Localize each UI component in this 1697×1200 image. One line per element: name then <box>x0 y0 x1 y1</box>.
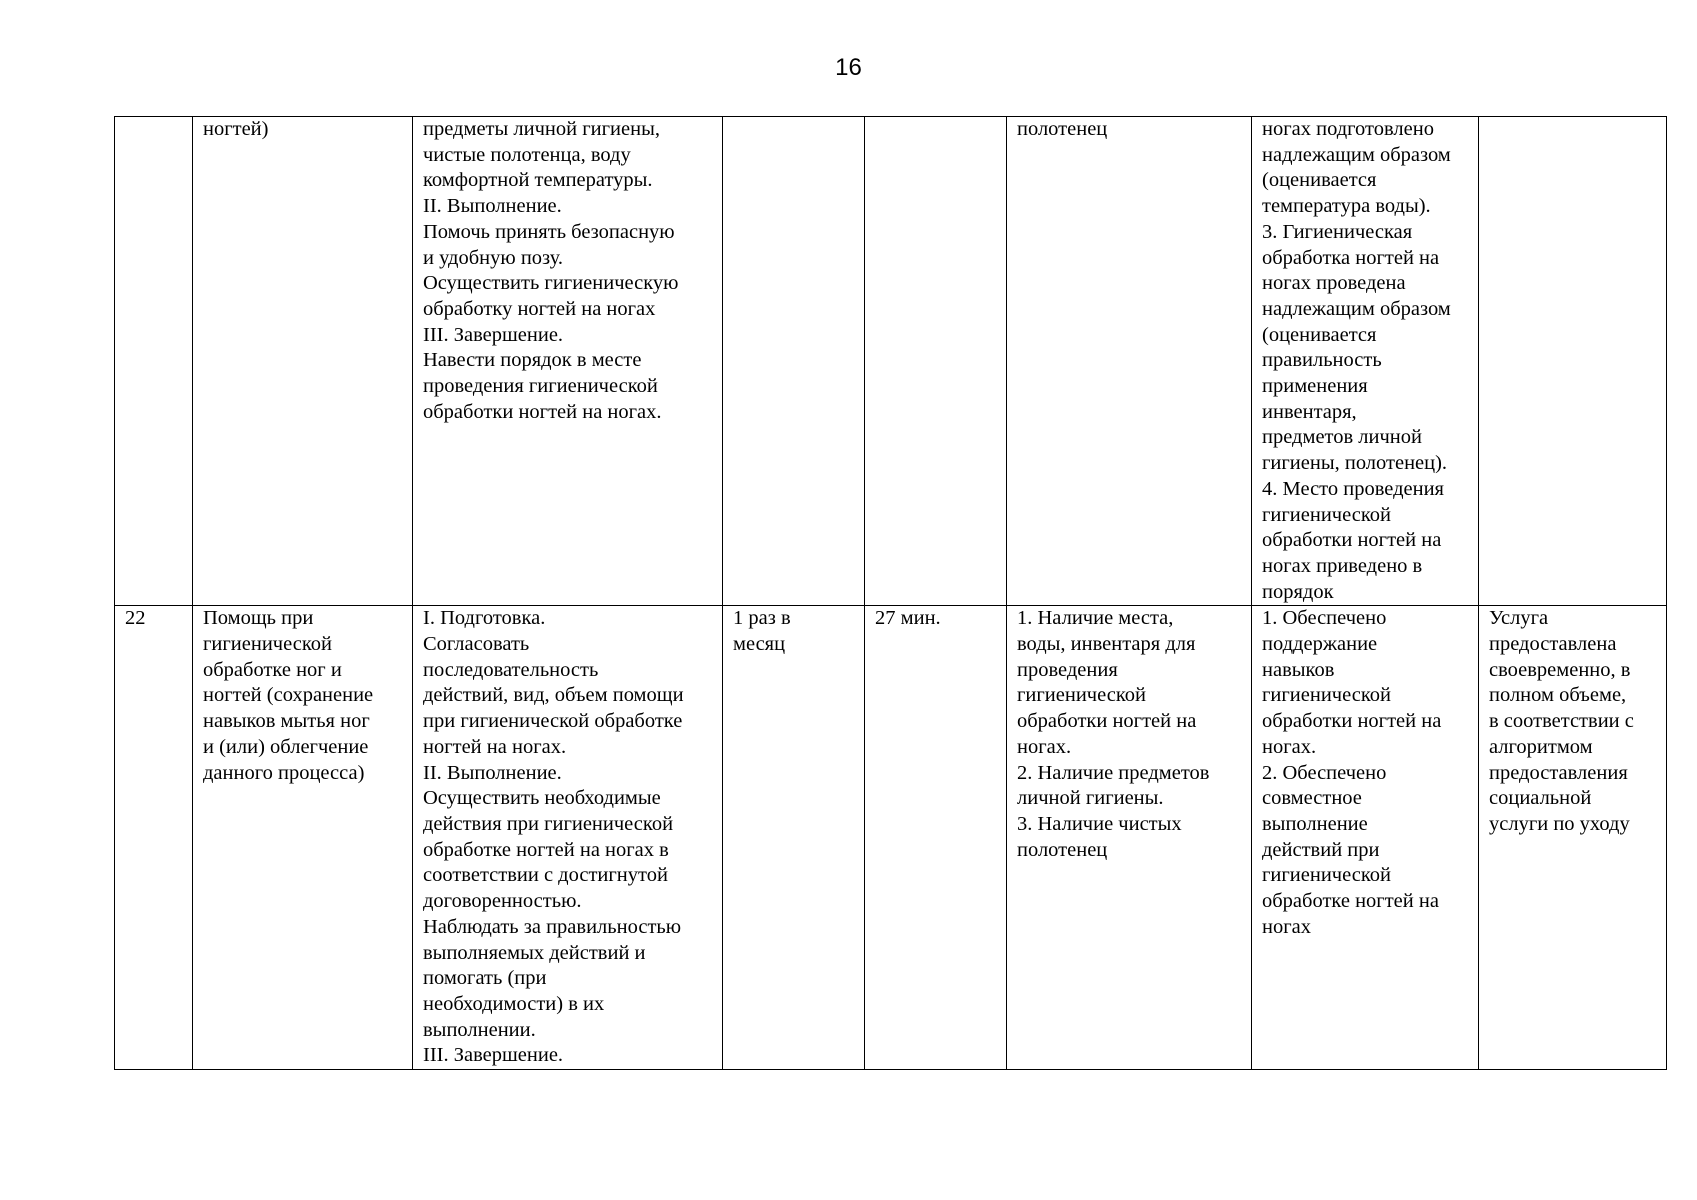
cell-text-line: в соответствии с <box>1489 710 1634 733</box>
table-row <box>115 117 1667 606</box>
cell-text-line: соответствии с достигнутой <box>423 864 668 887</box>
page-number: 16 <box>835 54 862 81</box>
cell-service-content <box>413 606 723 1070</box>
cell-text-line: гигиенической <box>203 633 332 656</box>
cell-text-line: чистые полотенца, воду <box>423 143 631 166</box>
cell-text-line: 1 раз в <box>733 607 791 630</box>
cell-text-line: выполнение <box>1262 812 1368 835</box>
cell-text-line: действий, вид, объем помощи <box>423 684 684 707</box>
cell-text-line: инвентаря, <box>1262 400 1357 423</box>
cell-quality-indicators <box>1252 117 1479 606</box>
cell-text-line: социальной <box>1489 787 1592 810</box>
cell-text-line: Услуга <box>1489 607 1549 630</box>
cell-duration <box>865 117 1007 606</box>
services-table <box>114 116 1667 1070</box>
cell-text-line: гигиенической <box>1017 684 1146 707</box>
cell-text-line: предметов личной <box>1262 426 1422 449</box>
cell-text-line: помогать (при <box>423 967 547 990</box>
cell-text-line: действия при гигиенической <box>423 812 674 835</box>
cell-text-line: поддержание <box>1262 633 1378 656</box>
cell-text-line: проведения гигиенической <box>423 375 658 398</box>
cell-text-line: воды, инвентаря для <box>1017 633 1196 656</box>
cell-text-line: надлежащим образом <box>1262 297 1451 320</box>
cell-service-name <box>193 606 413 1070</box>
cell-text-line: 3. Гигиеническая <box>1262 220 1413 243</box>
cell-result <box>1479 606 1667 1070</box>
cell-text-line: обработки ногтей на <box>1262 529 1442 552</box>
cell-text-line: и (или) облегчение <box>203 735 369 758</box>
cell-text-line: необходимости) в их <box>423 992 605 1015</box>
cell-text-line: Навести порядок в месте <box>423 349 642 372</box>
cell-text-line: полном объеме, <box>1489 684 1627 707</box>
cell-text-line: Осуществить гигиеническую <box>423 272 679 295</box>
cell-text-line: 2. Наличие предметов <box>1017 761 1210 784</box>
cell-text-line: алгоритмом <box>1489 735 1593 758</box>
cell-text-line: данного процесса) <box>203 761 365 784</box>
cell-text-line: Помочь принять безопасную <box>423 220 675 243</box>
cell-result <box>1479 117 1667 606</box>
cell-text-line: ногах. <box>1262 735 1317 758</box>
cell-text-line: гигиенической <box>1262 864 1391 887</box>
cell-text-line: 4. Место проведения <box>1262 477 1444 500</box>
cell-text-line: ногтей на ногах. <box>423 735 567 758</box>
cell-text-line: предметы личной гигиены, <box>423 118 660 140</box>
cell-text-line: гигиенической <box>1262 503 1391 526</box>
cell-text-line: (оценивается <box>1262 169 1377 192</box>
cell-text-line: ногах приведено в <box>1262 554 1423 577</box>
cell-text-line: ногах <box>1262 915 1311 938</box>
cell-text-line: обработки ногтей на <box>1017 710 1197 733</box>
cell-text-line: (оценивается <box>1262 323 1377 346</box>
cell-text-line: последовательность <box>423 658 599 681</box>
cell-text-line: III. Завершение. <box>423 323 564 346</box>
cell-text-line: 22 <box>125 607 146 630</box>
cell-text-line: ногах проведена <box>1262 272 1406 295</box>
cell-text-line: I. Подготовка. <box>423 607 546 630</box>
cell-text-line: II. Выполнение. <box>423 761 562 784</box>
cell-text-line: выполнении. <box>423 1018 536 1041</box>
cell-text-line: комфортной температуры. <box>423 169 653 192</box>
cell-text-line: порядок <box>1262 580 1334 603</box>
cell-quality-indicators <box>1252 606 1479 1070</box>
cell-text-line: 27 мин. <box>875 607 941 630</box>
cell-text-line: ногтей (сохранение <box>203 684 374 707</box>
cell-text-line: Помощь при <box>203 607 314 630</box>
cell-text-line: 1. Наличие места, <box>1017 607 1174 630</box>
cell-service-content <box>413 117 723 606</box>
cell-text-line: навыков <box>1262 658 1335 681</box>
cell-text-line: температура воды). <box>1262 195 1431 218</box>
cell-text-line: личной гигиены. <box>1017 787 1164 810</box>
cell-text-line: надлежащим образом <box>1262 143 1451 166</box>
cell-text-line: Наблюдать за правильностью <box>423 915 682 938</box>
cell-text-line: полотенец <box>1017 838 1108 861</box>
cell-text-line: предоставления <box>1489 761 1628 784</box>
cell-text-line: обработки ногтей на ногах. <box>423 400 662 423</box>
cell-number <box>115 606 193 1070</box>
cell-frequency <box>723 606 865 1070</box>
cell-text-line: Согласовать <box>423 633 530 656</box>
cell-text-line: услуги по уходу <box>1489 812 1630 835</box>
cell-text-line: ногтей) <box>203 118 269 140</box>
cell-text-line: обработке ног и <box>203 658 342 681</box>
cell-text-line: месяц <box>733 633 786 656</box>
cell-duration <box>865 606 1007 1070</box>
cell-conditions <box>1007 606 1252 1070</box>
cell-text-line: применения <box>1262 375 1368 398</box>
cell-text-line: ногах. <box>1017 735 1072 758</box>
cell-text-line: 3. Наличие чистых <box>1017 812 1182 835</box>
cell-text-line: правильность <box>1262 349 1382 372</box>
cell-text-line: гигиены, полотенец). <box>1262 452 1448 475</box>
cell-text-line: своевременно, в <box>1489 658 1631 681</box>
cell-text-line: действий при <box>1262 838 1380 861</box>
cell-text-line: обработки ногтей на <box>1262 710 1442 733</box>
cell-text-line: и удобную позу. <box>423 246 564 269</box>
cell-text-line: гигиенической <box>1262 684 1391 707</box>
cell-text-line: предоставлена <box>1489 633 1617 656</box>
cell-text-line: навыков мытья ног <box>203 710 370 733</box>
cell-text-line: договоренностью. <box>423 890 582 913</box>
cell-number <box>115 117 193 606</box>
cell-frequency <box>723 117 865 606</box>
cell-text-line: 1. Обеспечено <box>1262 607 1387 630</box>
cell-text-line: обработке ногтей на ногах в <box>423 838 669 861</box>
table-row <box>115 606 1667 1070</box>
cell-text-line: обработке ногтей на <box>1262 890 1439 913</box>
cell-conditions <box>1007 117 1252 606</box>
cell-text-line: ногах подготовлено <box>1262 118 1434 140</box>
cell-text-line: обработку ногтей на ногах <box>423 297 656 320</box>
cell-text-line: полотенец <box>1017 118 1108 140</box>
cell-text-line: обработка ногтей на <box>1262 246 1440 269</box>
cell-text-line: II. Выполнение. <box>423 195 562 218</box>
cell-text-line: проведения <box>1017 658 1118 681</box>
cell-service-name <box>193 117 413 606</box>
cell-text-line: выполняемых действий и <box>423 941 646 964</box>
cell-text-line: совместное <box>1262 787 1362 810</box>
cell-text-line: 2. Обеспечено <box>1262 761 1387 784</box>
cell-text-line: III. Завершение. <box>423 1044 564 1067</box>
cell-text-line: Осуществить необходимые <box>423 787 661 810</box>
cell-text-line: при гигиенической обработке <box>423 710 683 733</box>
